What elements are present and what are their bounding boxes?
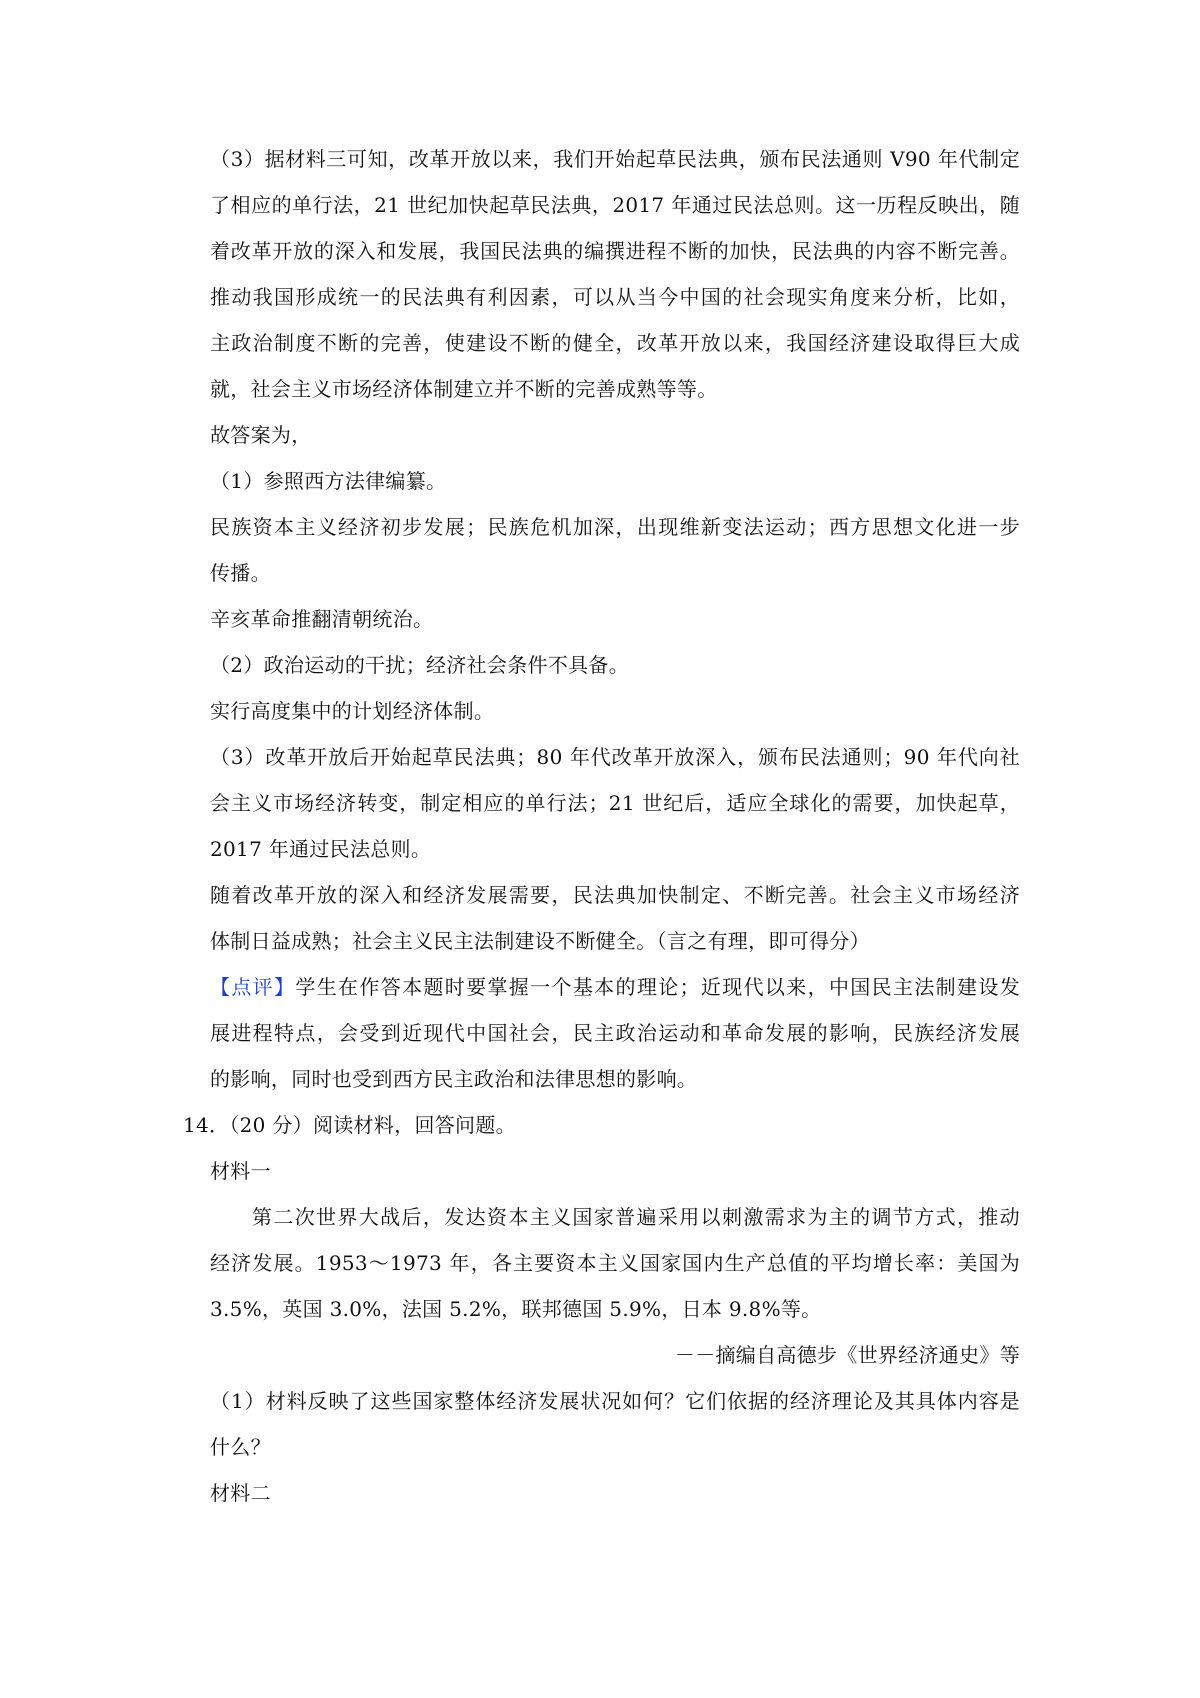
- review-line: 展进程特点，会受到近现代中国社会，民主政治运动和革命发展的影响，民族经济发展: [210, 1021, 1020, 1045]
- material-line: 第二次世界大战后，发达资本主义国家普遍采用以刺激需求为主的调节方式，推动: [252, 1205, 1020, 1229]
- answer-line: 实行高度集中的计划经济体制。: [210, 699, 495, 723]
- answer-line: （3）改革开放后开始起草民法典；80 年代改革开放深入，颁布民法通则；90 年代向社: [210, 745, 1020, 769]
- answer-label: 故答案为，: [210, 423, 312, 447]
- answer-line: 2017 年通过民法总则。: [210, 837, 432, 861]
- text-line: 主政治制度不断的完善，使建设不断的健全，改革开放以来，我国经济建设取得巨大成: [210, 331, 1020, 355]
- answer-line: 民族资本主义经济初步发展；民族危机加深，出现维新变法运动；西方思想文化进一步: [210, 515, 1020, 539]
- review-line: [210, 974, 1020, 1000]
- answer-line: 辛亥革命推翻清朝统治。: [210, 607, 434, 631]
- answer-line: 传播。: [210, 561, 271, 585]
- text-line: 了相应的单行法，21 世纪加快起草民法典，2017 年通过民法总则。这一历程反映出，随: [210, 193, 1020, 217]
- text-line: 着改革开放的深入和发展，我国民法典的编撰进程不断的加快，民法典的内容不断完善。: [210, 239, 1020, 263]
- sub-question: （1）材料反映了这些国家整体经济发展状况如何？它们依据的经济理论及其具体内容是: [210, 1389, 1020, 1413]
- material-line: 经济发展。1953～1973 年，各主要资本主义国家国内生产总值的平均增长率：美国为: [210, 1251, 1020, 1275]
- answer-line: 会主义市场经济转变，制定相应的单行法；21 世纪后，适应全球化的需要，加快起草，: [210, 791, 1020, 815]
- answer-line: 体制日益成熟；社会主义民主法制建设不断健全。（言之有理，即可得分）: [210, 929, 870, 953]
- material-label: 材料二: [210, 1481, 271, 1505]
- sub-question: 什么？: [210, 1435, 271, 1459]
- material-label: 材料一: [210, 1159, 271, 1183]
- text-line: 推动我国形成统一的民法典有利因素，可以从当今中国的社会现实角度来分析，比如，: [210, 285, 1020, 309]
- review-text: 学生在作答本题时要掌握一个基本的理论；近现代以来，中国民主法制建设发: [295, 975, 1020, 999]
- material-source: －－摘编自高德步《世界经济通史》等: [674, 1343, 1020, 1367]
- answer-line: （1）参照西方法律编纂。: [210, 469, 447, 493]
- question-header: 14．（20 分）阅读材料，回答问题。: [183, 1113, 516, 1137]
- material-line: 3.5%，英国 3.0%，法国 5.2%，联邦德国 5.9%，日本 9.8%等。: [210, 1297, 822, 1321]
- review-tag: 【点评】: [210, 975, 296, 999]
- text-line: 就，社会主义市场经济体制建立并不断的完善成熟等等。: [210, 377, 718, 401]
- review-line: 的影响，同时也受到西方民主政治和法律思想的影响。: [210, 1067, 698, 1091]
- text-line: （3）据材料三可知，改革开放以来，我们开始起草民法典，颁布民法通则 V90 年代制定: [210, 147, 1020, 171]
- answer-line: （2）政治运动的干扰；经济社会条件不具备。: [210, 653, 630, 677]
- answer-line: 随着改革开放的深入和经济发展需要，民法典加快制定、不断完善。社会主义市场经济: [210, 883, 1020, 907]
